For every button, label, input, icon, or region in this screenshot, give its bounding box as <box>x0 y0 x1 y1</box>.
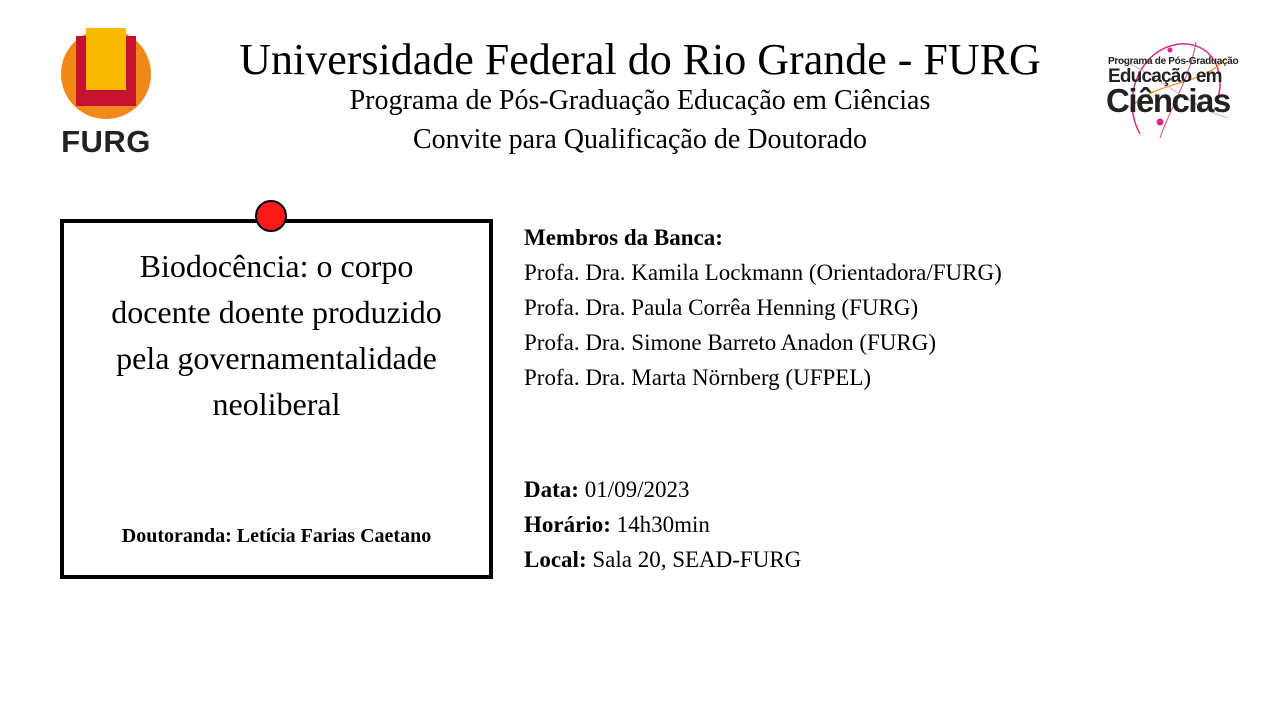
committee-section <box>524 220 1002 395</box>
pin-icon <box>255 200 287 232</box>
ppgec-logo-line3: Ciências <box>1106 82 1230 119</box>
thesis-title: Biodocência: o corpo docente doente produzido pela governamentalidade neoliberal <box>111 248 442 422</box>
date-label: Data: <box>524 477 579 502</box>
committee-member: Profa. Dra. Marta Nörnberg (UFPEL) <box>524 365 872 390</box>
university-title: Universidade Federal do Rio Grande - FURG <box>239 35 1041 84</box>
ppgec-logo-line2: Educação em <box>1108 66 1222 87</box>
event-details <box>524 472 801 577</box>
furg-emblem-icon <box>56 28 156 128</box>
program-name: Programa de Pós-Graduação Educação em Ciências <box>349 85 931 116</box>
place-label: Local: <box>524 547 587 572</box>
committee-heading: Membros da Banca: <box>524 225 723 250</box>
committee-member: Profa. Dra. Simone Barreto Anadon (FURG) <box>524 330 937 355</box>
thesis-card <box>60 219 493 579</box>
time-label: Horário: <box>524 512 611 537</box>
doctoral-student: Doutoranda: Letícia Farias Caetano <box>121 525 432 547</box>
header <box>170 34 1110 158</box>
place-value: Sala 20, SEAD-FURG <box>592 547 802 572</box>
date-value: 01/09/2023 <box>584 477 690 502</box>
event-date <box>524 472 801 507</box>
ppgec-logo-line1: Programa de Pós-Graduação <box>1108 56 1239 67</box>
furg-logo <box>56 28 156 162</box>
time-value: 14h30min <box>616 512 710 537</box>
invitation-title: Convite para Qualificação de Doutorado <box>412 124 868 155</box>
ppgec-logo <box>1100 38 1239 142</box>
event-place <box>524 542 801 577</box>
committee-member: Profa. Dra. Paula Corrêa Henning (FURG) <box>524 295 919 320</box>
committee-member: Profa. Dra. Kamila Lockmann (Orientadora/FURG) <box>524 260 1002 285</box>
furg-logo-text: FURG <box>61 124 151 159</box>
event-time <box>524 507 801 542</box>
